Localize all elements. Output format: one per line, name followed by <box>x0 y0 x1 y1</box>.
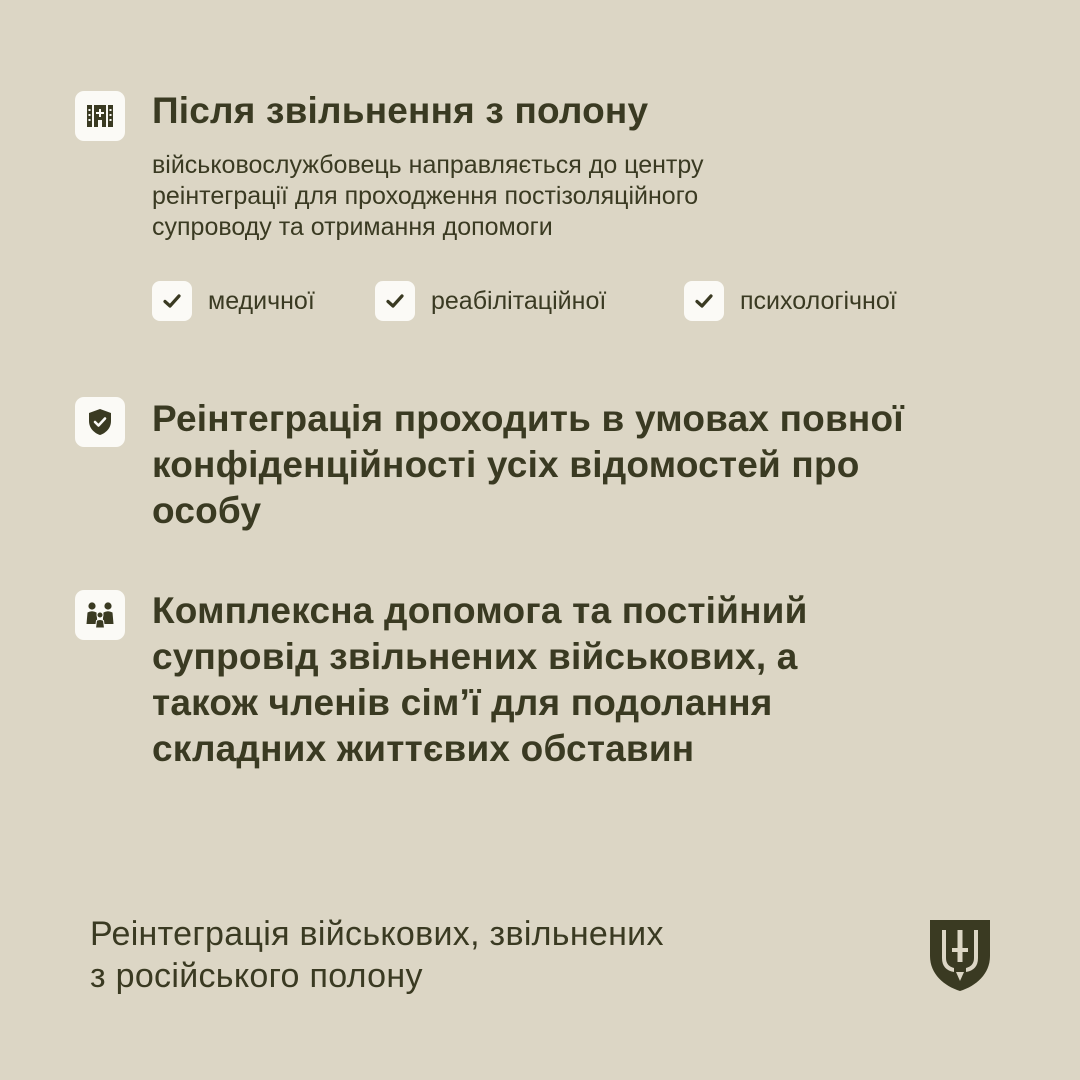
desc-line: військовослужбовець направляється до центру <box>152 151 704 179</box>
check-icon <box>375 281 415 321</box>
check-label: медичної <box>208 286 315 315</box>
shield-check-icon <box>75 397 125 447</box>
footer-line: Реінтеграція військових, звільнених <box>90 915 664 953</box>
footer-caption <box>90 913 664 997</box>
trident-shield-icon <box>928 918 992 997</box>
check-icon <box>152 281 192 321</box>
title-line: супровід звільнених військових, а <box>152 636 798 677</box>
check-icon <box>684 281 724 321</box>
title-line: складних життєвих обставин <box>152 728 695 769</box>
section1-title: Після звільнення з полону <box>152 90 649 131</box>
title-line: особу <box>152 490 262 531</box>
check-label: реабілітаційної <box>431 286 607 315</box>
title-line: конфіденційності усіх відомостей про <box>152 444 860 485</box>
check-item-medical <box>152 281 315 321</box>
title-line: також членів сім’ї для подолання <box>152 682 773 723</box>
footer-line: з російського полону <box>90 957 423 995</box>
hospital-icon <box>75 91 125 141</box>
section2-title <box>152 396 904 534</box>
section1-description <box>152 150 912 243</box>
family-icon <box>75 590 125 640</box>
section3-title <box>152 588 808 772</box>
check-item-rehab <box>375 281 606 321</box>
title-line: Комплексна допомога та постійний <box>152 590 808 631</box>
desc-line: реінтеграції для проходження постізоляційного <box>152 182 699 210</box>
desc-line: супроводу та отримання допомоги <box>152 213 553 241</box>
title-line: Реінтеграція проходить в умовах повної <box>152 398 904 439</box>
check-label: психологічної <box>740 286 897 315</box>
check-item-psych <box>684 281 897 321</box>
